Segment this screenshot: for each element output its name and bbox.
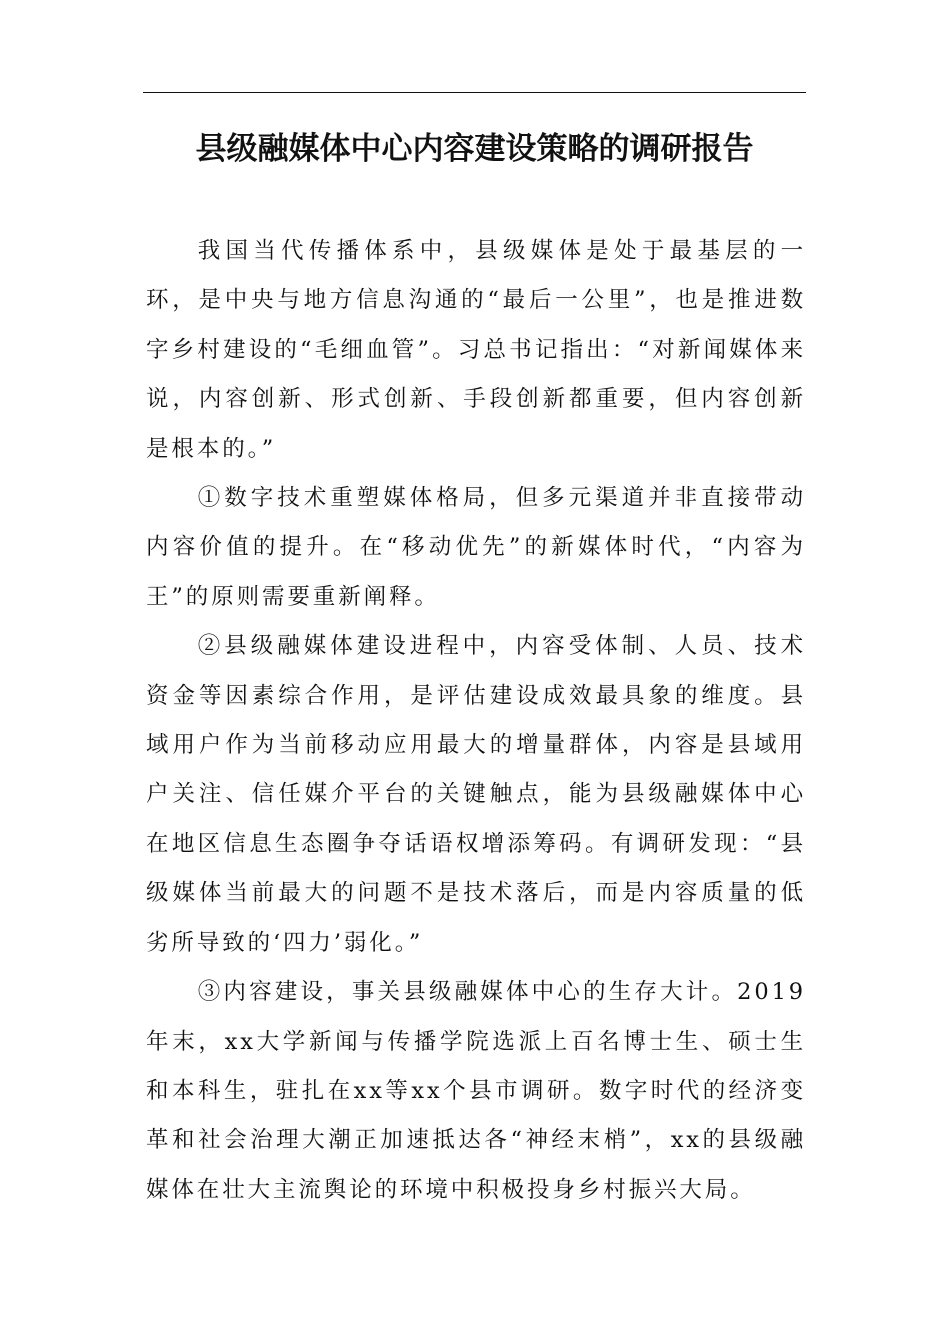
document-body xyxy=(146,227,806,1215)
header-rule xyxy=(143,92,806,93)
paragraph-point-2: ②县级融媒体建设进程中，内容受体制、人员、技术资金等因素综合作用，是评估建设成效最具象的维度。县域用户作为当前移动应用最大的增量群体，内容是县域用户关注、信任媒介平台的关键触点，能为县级融媒体中心在地区信息生态圈争夺话语权增添筹码。有调研发现：“县级媒体当前最大的问题不是技术落后，而是内容质量的低劣所导致的‘四力’弱化。” xyxy=(146,633,806,956)
document-title: 县级融媒体中心内容建设策略的调研报告 xyxy=(195,131,754,167)
paragraph-point-1: ①数字技术重塑媒体格局，但多元渠道并非直接带动内容价值的提升。在“移动优先”的新媒体时代，“内容为王”的原则需要重新阐释。 xyxy=(146,485,806,610)
paragraph-intro: 我国当代传播体系中，县级媒体是处于最基层的一环，是中央与地方信息沟通的“最后一公里”，也是推进数字乡村建设的“毛细血管”。习总书记指出：“对新闻媒体来说，内容创新、形式创新、手段创新都重要，但内容创新是根本的。” xyxy=(146,238,806,462)
paragraph-point-3: ③内容建设，事关县级融媒体中心的生存大计。2019年末，xx大学新闻与传播学院选派上百名博士生、硕士生和本科生，驻扎在xx等xx个县市调研。数字时代的经济变革和社会治理大潮正加速抵达各“神经末梢”，xx的县级融媒体在壮大主流舆论的环境中积极投身乡村振兴大局。 xyxy=(146,979,806,1203)
